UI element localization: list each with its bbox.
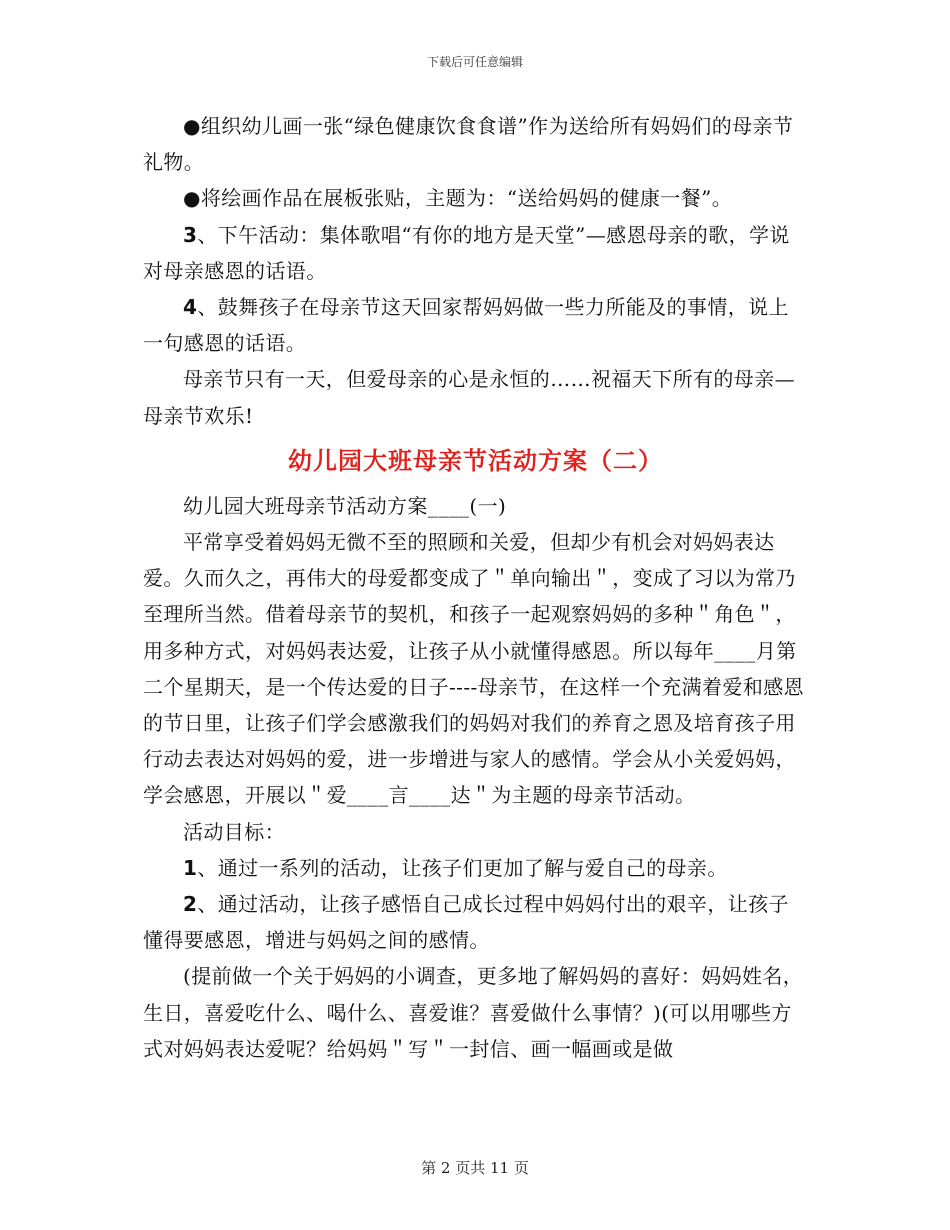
paragraph-text: 幼儿园大班母亲节活动方案____(一)	[183, 493, 507, 518]
paragraph	[143, 217, 808, 289]
list-number: 3	[183, 222, 198, 247]
paragraph	[143, 180, 808, 216]
paragraph-text: 平常享受着妈妈无微不至的照顾和关爱，但却少有机会对妈妈表达爱。久而久之，再伟大的母爱都变成了＂单向输出＂，变成了习以为常乃至理所当然。借着母亲节的契机，和孩子一起观察妈妈的多种＂角色＂，用多种方式，对妈妈表达爱，让孩子从小就懂得感恩。所以每年____月第二个星期天，是一个传达爱的日子----母亲节，在这样一个充满着爱和感恩的节日里，让孩子们学会感激我们的妈妈对我们的养育之恩及培育孩子用行动去表达对妈妈的爱，进一步增进与家人的感情。学会从小关爱妈妈，学会感恩，开展以＂爱____言____达＂为主题的母亲节活动。	[143, 530, 805, 808]
paragraph-text: 、通过活动，让孩子感悟自己成长过程中妈妈付出的艰辛，让孩子懂得要感恩，增进与妈妈之间的感情。	[143, 892, 789, 953]
paragraph	[143, 814, 808, 850]
paragraph-text: (提前做一个关于妈妈的小调查，更多地了解妈妈的喜好：妈妈姓名，生日，喜爱吃什么、喝什么、喜爱谁？喜爱做什么事情？)(可以用哪些方式对妈妈表达爱呢？给妈妈＂写＂一封信、画一幅画或是做	[143, 964, 804, 1061]
paragraph	[143, 289, 808, 361]
paragraph-text: 活动目标：	[183, 819, 285, 844]
paragraph	[143, 488, 808, 524]
section-title: 幼儿园大班母亲节活动方案（二）	[288, 446, 663, 475]
paragraph	[143, 850, 808, 886]
paragraph	[143, 958, 808, 1067]
paragraph-text: ●组织幼儿画一张“绿色健康饮食食谱”作为送给所有妈妈们的母亲节礼物。	[143, 114, 794, 175]
document-body	[143, 108, 808, 1067]
list-number: 1	[183, 855, 198, 880]
list-number: 2	[183, 892, 198, 917]
paragraphs-after	[143, 488, 808, 1067]
page-footer: 第 2 页共 11 页	[421, 1159, 529, 1177]
paragraph	[143, 108, 808, 180]
paragraph-text: 、鼓舞孩子在母亲节这天回家帮妈妈做一些力所能及的事情，说上一句感恩的话语。	[143, 295, 789, 356]
paragraph	[143, 361, 808, 433]
page-header: 下载后可任意编辑	[426, 55, 523, 69]
paragraph-text: ●将绘画作品在展板张贴，主题为：“送给妈妈的健康一餐”。	[183, 186, 733, 211]
paragraph-text: 母亲节只有一天，但爱母亲的心是永恒的……祝福天下所有的母亲—母亲节欢乐!	[143, 367, 795, 428]
paragraph	[143, 886, 808, 958]
paragraph	[143, 524, 808, 814]
paragraph-text: 、通过一系列的活动，让孩子们更加了解与爱自己的母亲。	[197, 855, 728, 880]
paragraphs-before	[143, 108, 808, 434]
list-number: 4	[183, 295, 198, 320]
paragraph-text: 、下午活动：集体歌唱“有你的地方是天堂”—感恩母亲的歌，学说对母亲感恩的话语。	[143, 222, 790, 283]
